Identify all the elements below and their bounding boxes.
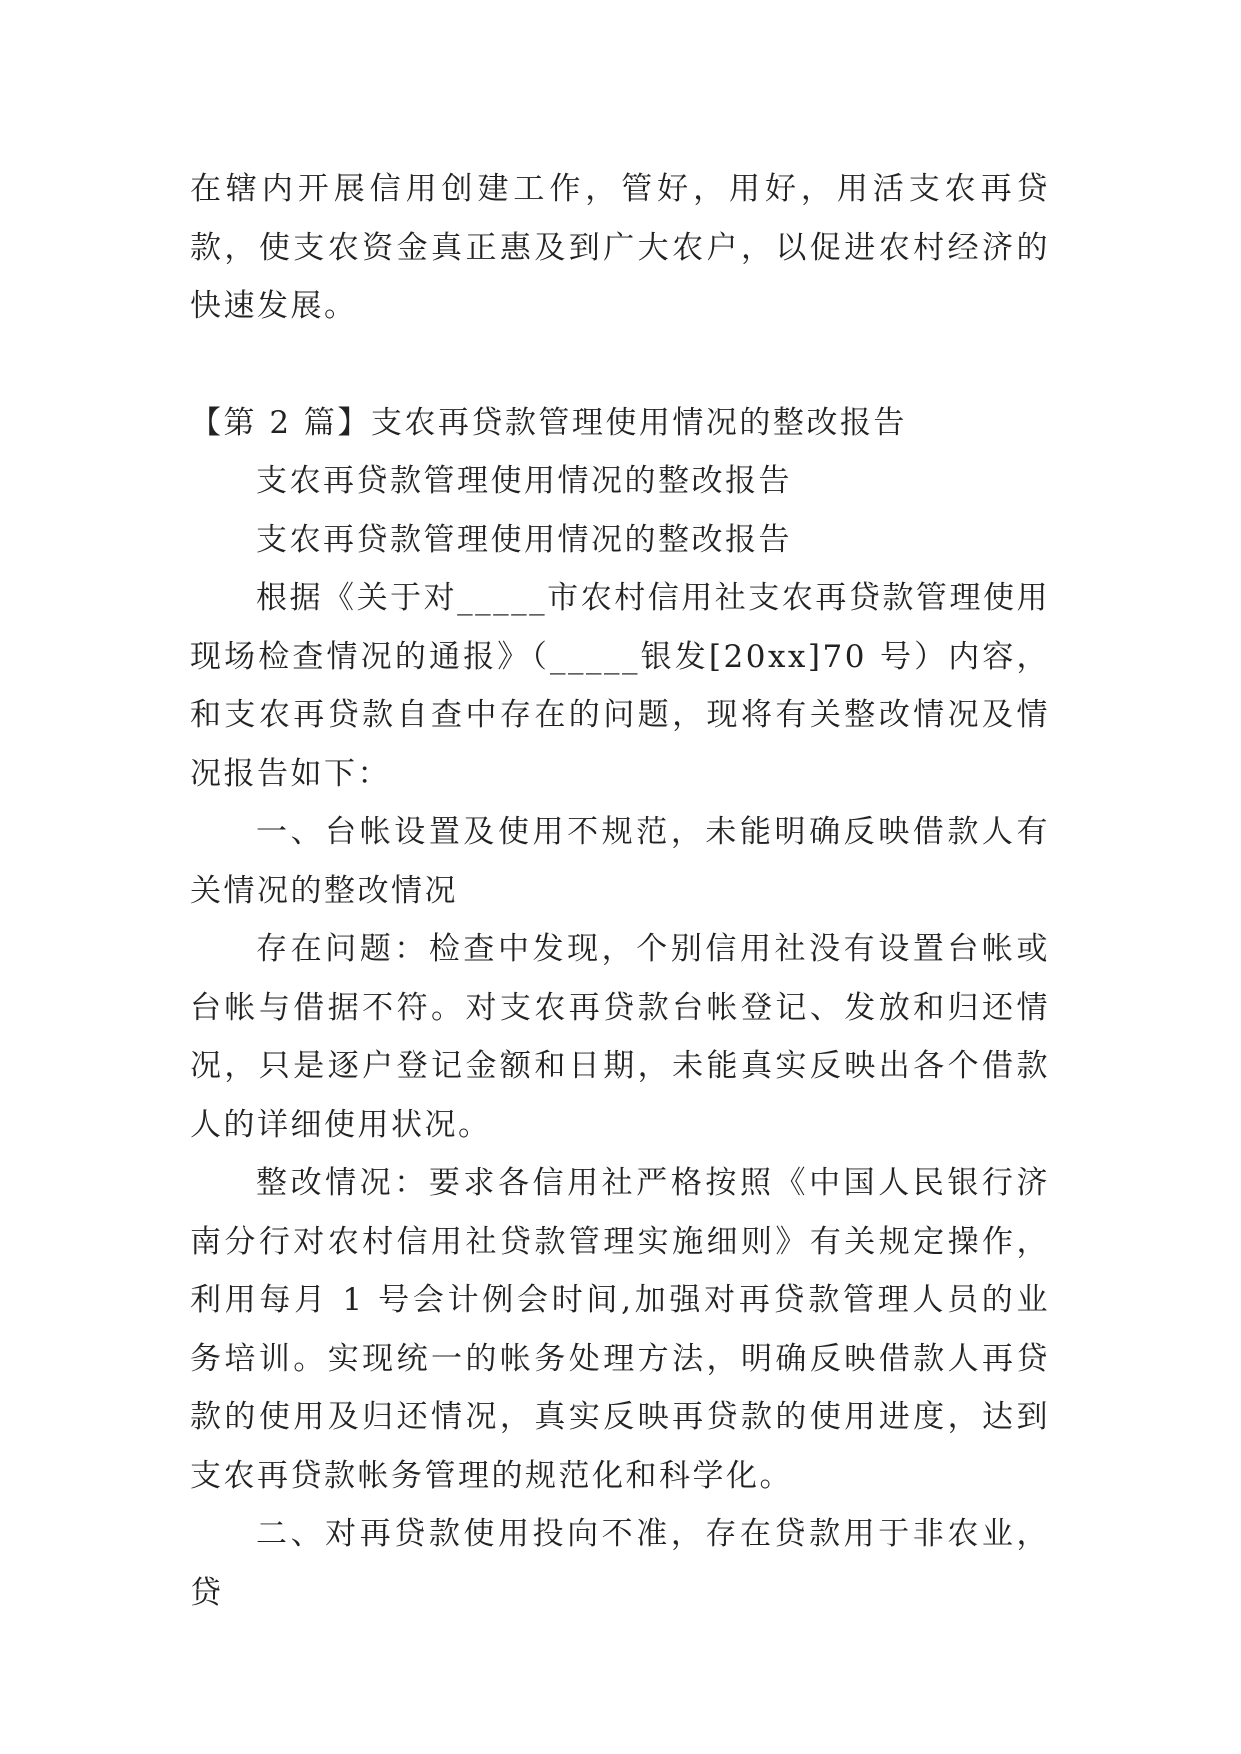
spacer bbox=[190, 336, 1050, 394]
body-paragraph-3: 存在问题：检查中发现，个别信用社没有设置台帐或台帐与借据不符。对支农再贷款台帐登记、发放和归还情况，只是逐户登记金额和日期，未能真实反映出各个借款人的详细使用状况。 bbox=[190, 931, 1050, 1143]
section-heading: 【第 2 篇】支农再贷款管理使用情况的整改报告 bbox=[190, 404, 907, 441]
subtitle-1: 支农再贷款管理使用情况的整改报告 bbox=[256, 463, 792, 499]
document-page bbox=[190, 160, 1050, 1622]
body-paragraph-1: 根据《关于对_____市农村信用社支农再贷款管理使用现场检查情况的通报》（_____银发[20xx]70 号）内容，和支农再贷款自查中存在的问题，现将有关整改情况及情况报告如下： bbox=[190, 580, 1050, 792]
subtitle-2: 支农再贷款管理使用情况的整改报告 bbox=[256, 521, 792, 558]
body-paragraph-5: 二、对再贷款使用投向不准，存在贷款用于非农业，贷 bbox=[190, 1516, 1050, 1611]
body-paragraph-4: 整改情况：要求各信用社严格按照《中国人民银行济南分行对农村信用社贷款管理实施细则》有关规定操作，利用每月 1 号会计例会时间,加强对再贷款管理人员的业务培训。实现统一的帐务处理方法，明确反映借款人再贷款的使用及归还情况，真实反映再贷款的使用进度，达到支农再贷款帐务管理的规范化和科学化。 bbox=[190, 1165, 1050, 1494]
body-paragraph-2: 一、台帐设置及使用不规范，未能明确反映借款人有关情况的整改情况 bbox=[190, 814, 1050, 909]
intro-paragraph: 在辖内开展信用创建工作，管好，用好，用活支农再贷款，使支农资金真正惠及到广大农户，以促进农村经济的快速发展。 bbox=[190, 171, 1050, 324]
